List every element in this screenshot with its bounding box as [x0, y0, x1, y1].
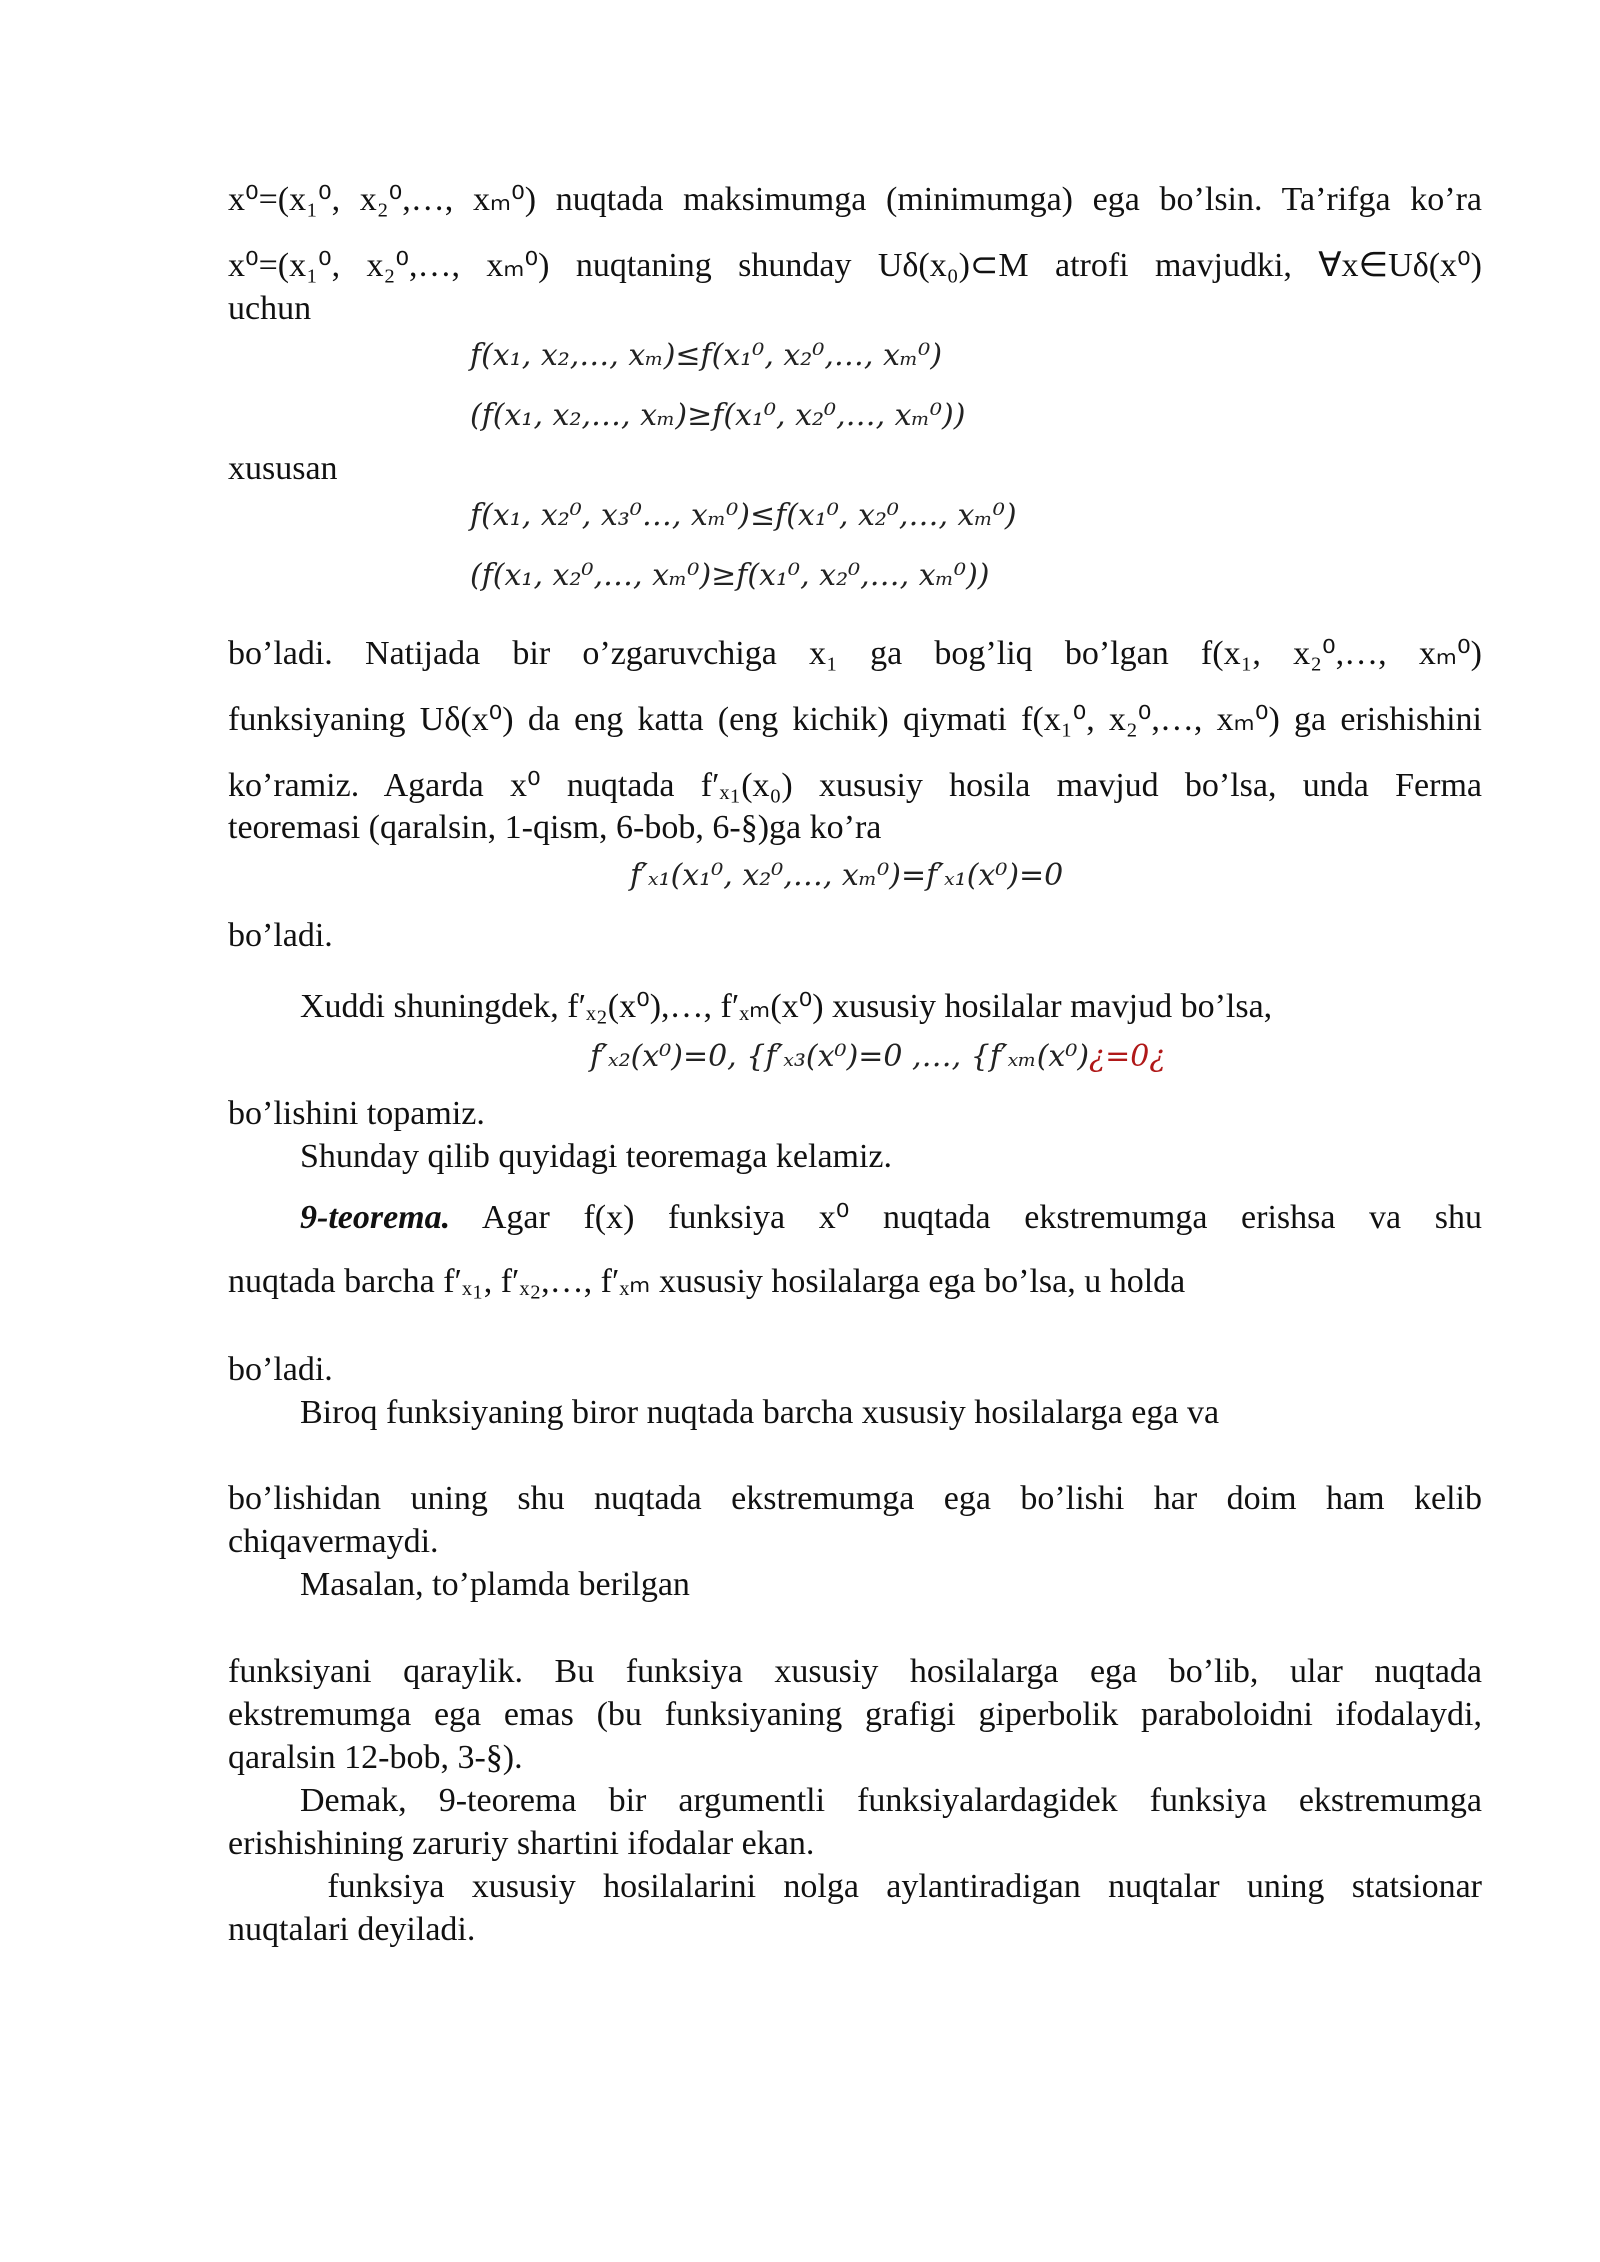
- text-line-30: erishishining zaruriy shartini ifodalar ekan.: [228, 1825, 815, 1862]
- text-line-22: Biroq funksiyaning biror nuqtada barcha xususiy hosilalarga ega va: [300, 1394, 1220, 1431]
- text-line-21: bo’ladi.: [228, 1351, 333, 1388]
- text-line-25: Masalan, to’plamda berilgan: [300, 1566, 690, 1603]
- text-line-17: bo’lishini topamiz.: [228, 1095, 485, 1132]
- text-line-29: Demak, 9-teorema bir argumentli funksiyalardagidek funksiya ekstremumga: [300, 1782, 1482, 1819]
- formula-min-ineq: (f(x₁, x₂,…, xₘ)≥f(x₁⁰, x₂⁰,…, xₘ⁰)): [470, 398, 966, 433]
- text-line-26: funksiyani qaraylik. Bu funksiya xususiy hosilalarga ega bo’lib, ular nuqtada: [228, 1653, 1482, 1690]
- text-line-12: teoremasi (qaralsin, 1-qism, 6-bob, 6-§)ga ko’ra: [228, 809, 882, 846]
- formula-system: [590, 1036, 1165, 1077]
- text-line-23: bo’lishidan uning shu nuqtada ekstremumga ega bo’lishi har doim ham kelib: [228, 1480, 1482, 1517]
- text-line-9: bo’ladi. Natijada bir o’zgaruvchiga x₁ ga bog’liq bo’lgan f(x₁, x₂⁰,…, xₘ⁰): [228, 635, 1482, 672]
- text-line-28: qaralsin 12-bob, 3-§).: [228, 1739, 523, 1776]
- formula-system-main: f′ₓ₂(x⁰)=0, {f′ₓ₃(x⁰)=0 ,…, {f′ₓₘ(x⁰): [590, 1039, 1090, 1074]
- formula-partial-min: (f(x₁, x₂⁰,…, xₘ⁰)≥f(x₁⁰, x₂⁰,…, xₘ⁰)): [470, 558, 990, 593]
- formula-max-ineq: f(x₁, x₂,…, xₘ)≤f(x₁⁰, x₂⁰,…, xₘ⁰): [470, 338, 943, 373]
- formula-partial-max: f(x₁, x₂⁰, x₃⁰…, xₘ⁰)≤f(x₁⁰, x₂⁰,…, xₘ⁰): [470, 498, 1017, 533]
- theorem-9-statement: [300, 1198, 1482, 1238]
- text-line-31: funksiya xususiy hosilalarini nolga aylantiradigan nuqtalar uning statsionar: [300, 1868, 1482, 1905]
- text-line-14: bo’ladi.: [228, 917, 333, 954]
- text-line-24: chiqavermaydi.: [228, 1523, 439, 1560]
- text-line-20: nuqtada barcha f′ₓ₁, f′ₓ₂,…, f′ₓₘ xususiy hosilalarga ega bo’lsa, u holda: [228, 1263, 1186, 1300]
- theorem-9-text: Agar f(x) funksiya x⁰ nuqtada ekstremumga erishsa va shu: [450, 1199, 1482, 1236]
- text-line-1: x⁰=(x₁⁰, x₂⁰,…, xₘ⁰) nuqtada maksimumga (minimumga) ega bo’lsin. Ta’rifga ko’ra: [228, 181, 1482, 218]
- text-line-10: funksiyaning Uδ(x⁰) da eng katta (eng kichik) qiymati f(x₁⁰, x₂⁰,…, xₘ⁰) ga erishishini: [228, 701, 1482, 738]
- text-line-2: x⁰=(x₁⁰, x₂⁰,…, xₘ⁰) nuqtaning shunday Uδ(x₀)⊂M atrofi mavjudki, ∀x∈Uδ(x⁰): [228, 247, 1482, 284]
- text-line-32: nuqtalari deyiladi.: [228, 1911, 476, 1948]
- text-line-15: Xuddi shuningdek, f′ₓ₂(x⁰),…, f′ₓₘ(x⁰) xususiy hosilalar mavjud bo’lsa,: [300, 988, 1273, 1025]
- formula-system-artifact: ¿=0¿: [1089, 1039, 1166, 1074]
- text-line-18: Shunday qilib quyidagi teoremaga kelamiz.: [300, 1138, 893, 1175]
- text-line-11: ko’ramiz. Agarda x⁰ nuqtada f′ₓ₁(x₀) xususiy hosila mavjud bo’lsa, unda Ferma: [228, 767, 1482, 804]
- text-line-27: ekstremumga ega emas (bu funksiyaning grafigi giperbolik paraboloidni ifodalaydi,: [228, 1696, 1482, 1733]
- text-line-xususan: xususan: [228, 450, 338, 487]
- formula-fermat: f′ₓ₁(x₁⁰, x₂⁰,…, xₘ⁰)=f′ₓ₁(x⁰)=0: [630, 858, 1064, 893]
- theorem-9-label: 9-teorema.: [300, 1199, 451, 1236]
- text-line-3: uchun: [228, 290, 312, 327]
